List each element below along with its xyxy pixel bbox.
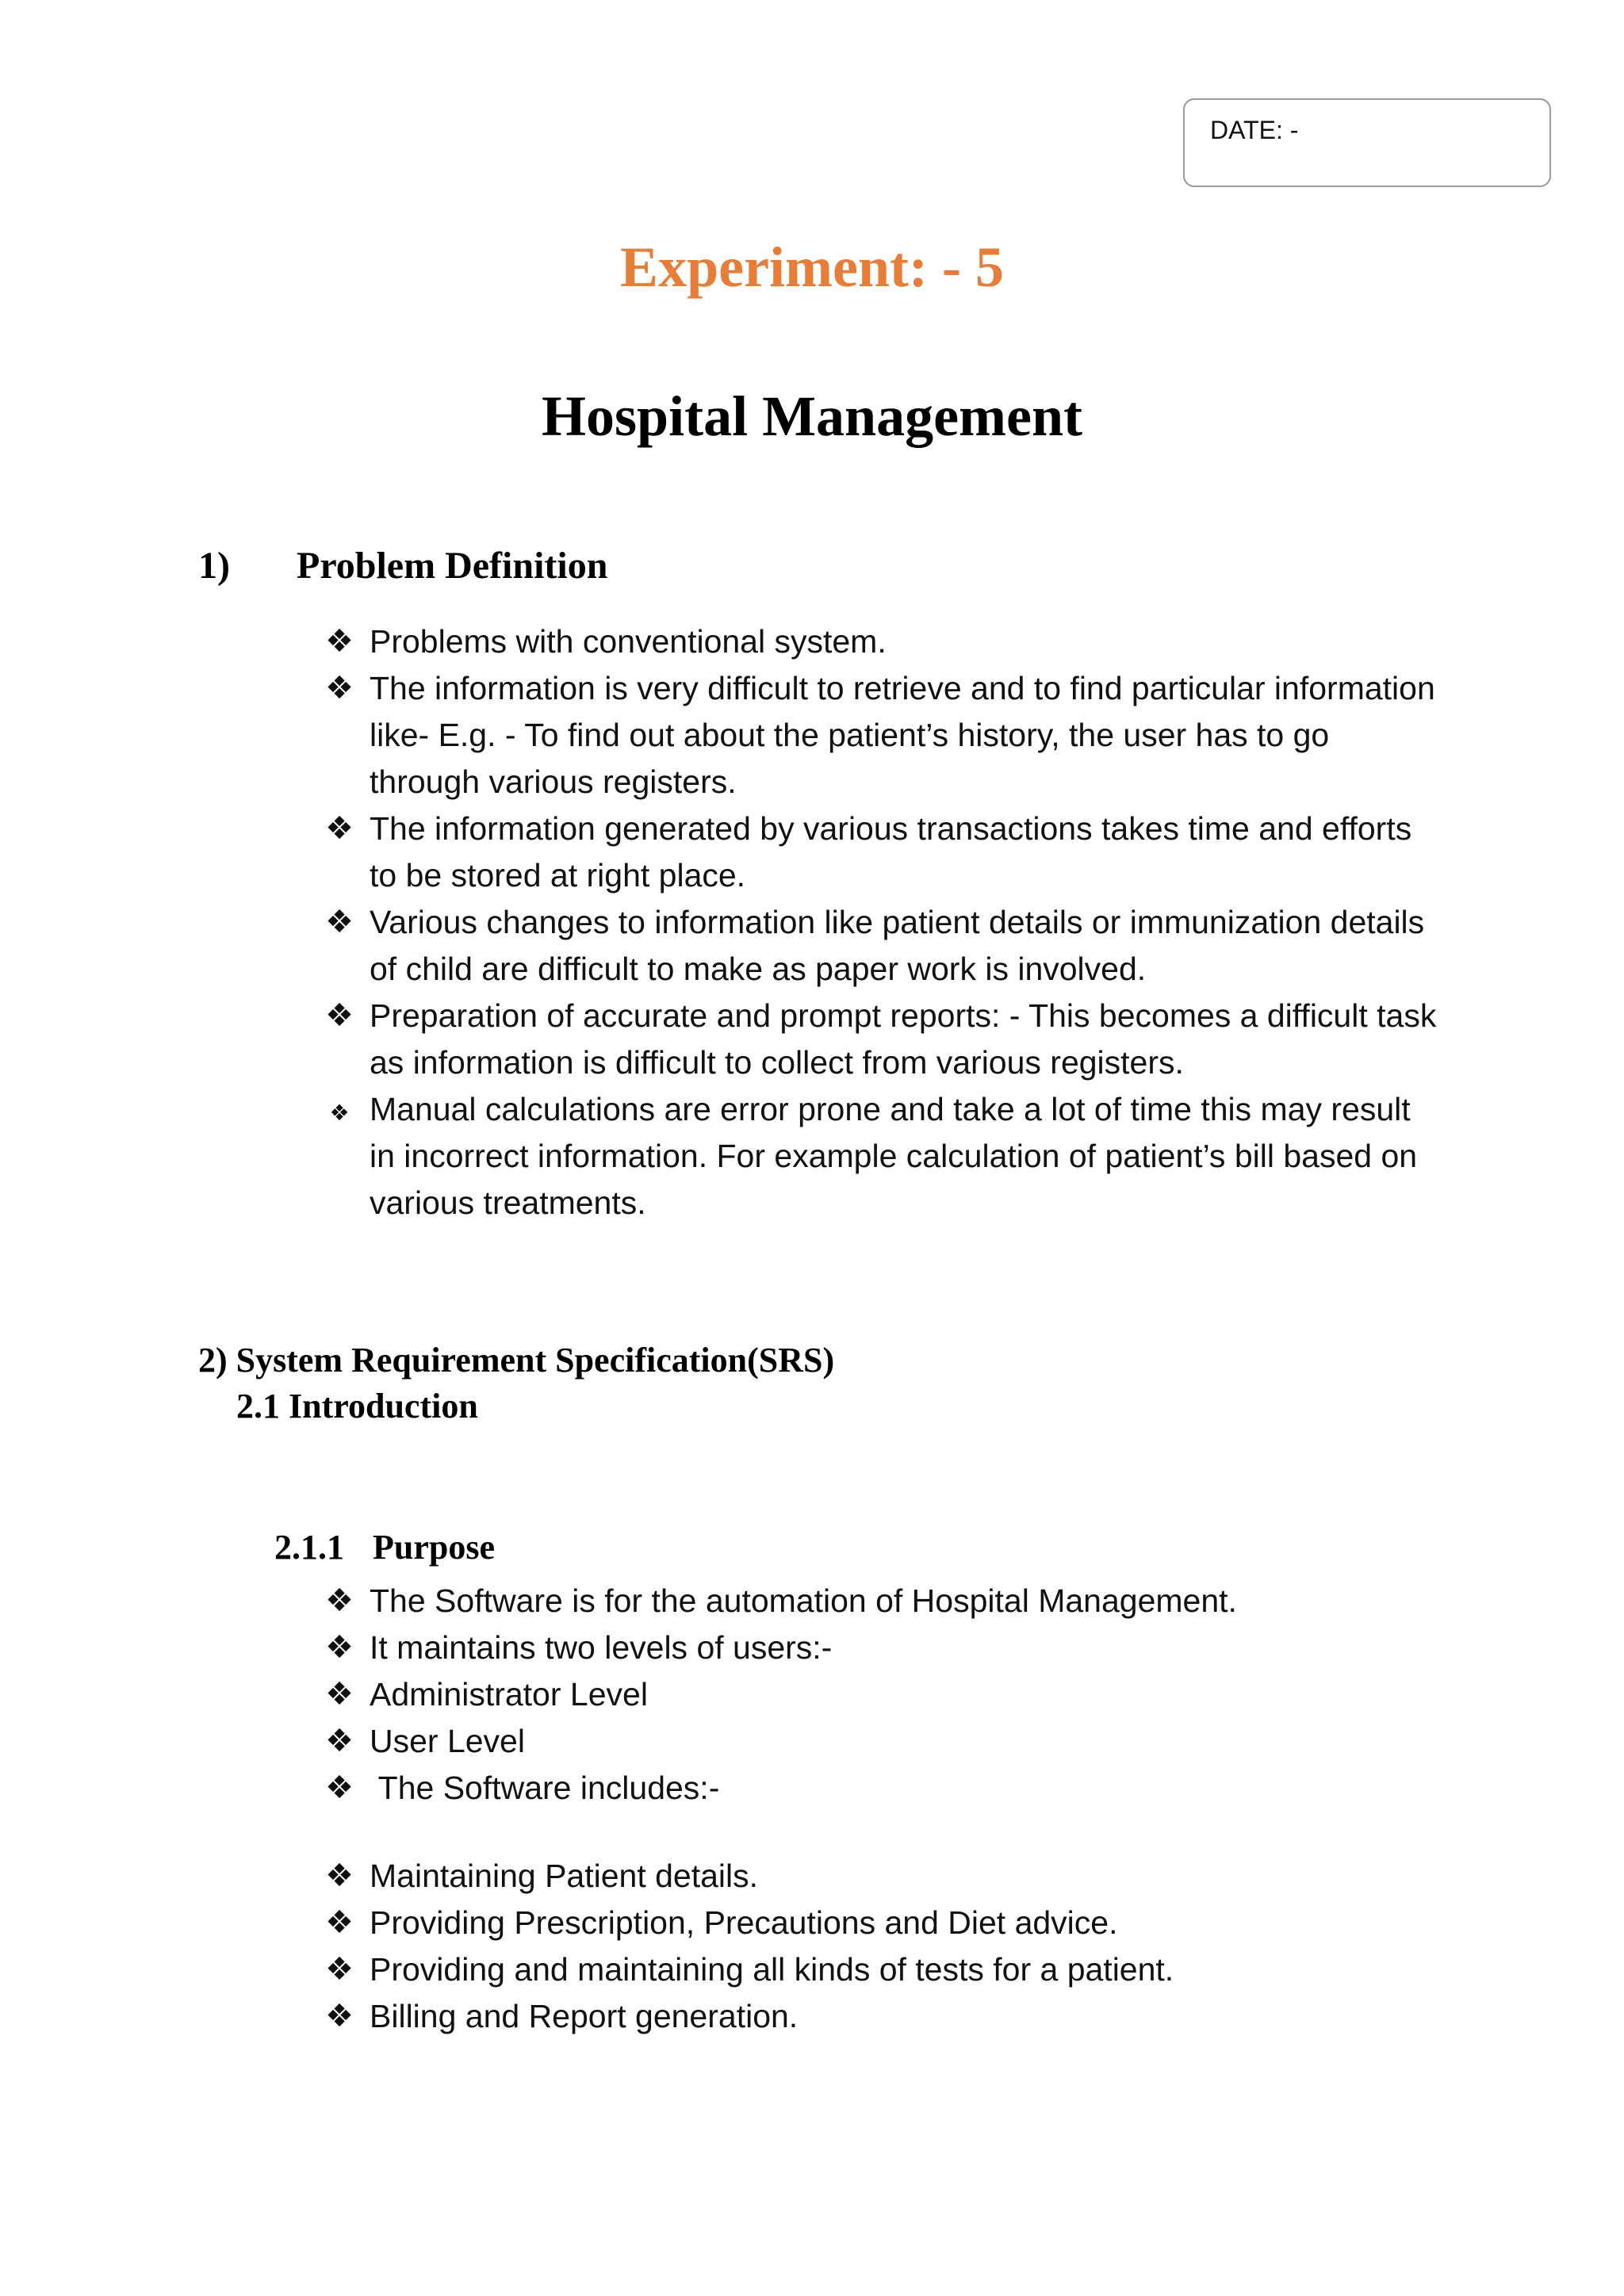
list-item: ❖ The information generated by various transactions takes time and efforts to be stored at right place. — [322, 806, 1440, 899]
list-item: ❖ Manual calculations are error prone and take a lot of time this may result in incorrect information. For example calculation of patient’s bill based on various treatments. — [322, 1086, 1440, 1226]
list-item: ❖ Providing and maintaining all kinds of tests for a patient. — [322, 1946, 1440, 1993]
section-2-1-heading: 2.1 Introduction — [236, 1387, 478, 1425]
list-item: ❖ Various changes to information like patient details or immunization details of child are difficult to make as paper work is involved. — [322, 899, 1440, 993]
diamond-bullet-icon: ❖ — [325, 811, 354, 846]
list-item: ❖ Providing Prescription, Precautions and Diet advice. — [322, 1900, 1440, 1946]
problem-list — [322, 618, 1440, 1226]
list-item: ❖ Administrator Level — [322, 1671, 1440, 1718]
section-1-title: Problem Definition — [297, 545, 608, 587]
diamond-bullet-icon: ❖ — [325, 671, 354, 706]
diamond-bullet-icon: ❖ — [325, 624, 354, 659]
document-title: Hospital Management — [542, 385, 1082, 448]
diamond-bullet-icon: ❖ — [325, 1952, 354, 1987]
diamond-bullet-icon: ❖ — [325, 905, 354, 939]
list-item: ❖ The information is very difficult to retrieve and to find particular information like- E.g. - To find out about the patient’s history, the user has to go through various registers. — [322, 665, 1440, 806]
list-item: ❖ Preparation of accurate and prompt reports: - This becomes a difficult task as information is difficult to collect from various registers. — [322, 993, 1440, 1086]
diamond-bullet-icon: ❖ — [329, 1100, 350, 1125]
purpose-heading — [274, 1527, 495, 1567]
list-item: ❖ Problems with conventional system. — [322, 618, 1440, 665]
list-item: ❖ User Level — [322, 1718, 1440, 1765]
section-1-number: 1) — [198, 545, 230, 587]
section-2-heading: 2) System Requirement Specification(SRS) — [198, 1341, 835, 1380]
diamond-bullet-icon: ❖ — [325, 1583, 354, 1618]
list-item: ❖ Maintaining Patient details. — [322, 1853, 1440, 1900]
date-label: DATE: - — [1210, 116, 1299, 144]
diamond-bullet-icon: ❖ — [325, 1677, 354, 1712]
diamond-bullet-icon: ❖ — [325, 1858, 354, 1893]
list-item: ❖ It maintains two levels of users:- — [322, 1624, 1440, 1671]
list-item: ❖ Billing and Report generation. — [322, 1993, 1440, 2040]
diamond-bullet-icon: ❖ — [325, 1905, 354, 1940]
purpose-list — [322, 1578, 1440, 2040]
list-spacer — [322, 1812, 1440, 1853]
list-item: ❖ The Software is for the automation of Hospital Management. — [322, 1578, 1440, 1624]
section-1-heading — [198, 544, 607, 587]
experiment-title: Experiment: - 5 — [620, 235, 1004, 299]
diamond-bullet-icon: ❖ — [325, 1770, 354, 1805]
diamond-bullet-icon: ❖ — [325, 1724, 354, 1758]
list-item: ❖ The Software includes:- — [322, 1765, 1440, 1812]
purpose-number: 2.1.1 — [274, 1528, 344, 1567]
purpose-title: Purpose — [373, 1528, 495, 1567]
diamond-bullet-icon: ❖ — [325, 1999, 354, 2034]
diamond-bullet-icon: ❖ — [325, 1630, 354, 1665]
diamond-bullet-icon: ❖ — [325, 998, 354, 1033]
date-box — [1183, 98, 1551, 187]
